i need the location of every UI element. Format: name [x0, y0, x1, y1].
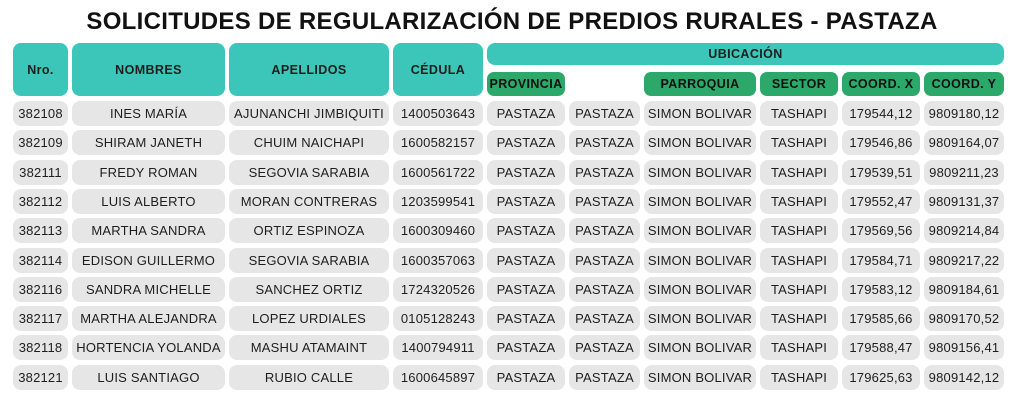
cell-nombres: FREDY ROMAN	[72, 160, 225, 185]
cell-cedula: 1600645897	[393, 365, 483, 390]
cell-apellidos: SANCHEZ ORTIZ	[229, 277, 389, 302]
cell-nombres: LUIS ALBERTO	[72, 189, 225, 214]
cell-canton: PASTAZA	[569, 248, 640, 273]
cell-sector: TASHAPI	[760, 160, 838, 185]
cell-parroquia: SIMON BOLIVAR	[644, 189, 756, 214]
cell-coord-y: 9809142,12	[924, 365, 1004, 390]
cell-sector: TASHAPI	[760, 335, 838, 360]
cell-nro: 382109	[13, 130, 68, 155]
cell-apellidos: CHUIM NAICHAPI	[229, 130, 389, 155]
cell-canton: PASTAZA	[569, 160, 640, 185]
cell-provincia: PASTAZA	[487, 306, 565, 331]
cell-parroquia: SIMON BOLIVAR	[644, 335, 756, 360]
cell-parroquia: SIMON BOLIVAR	[644, 130, 756, 155]
header-apellidos: APELLIDOS	[229, 43, 389, 96]
cell-parroquia: SIMON BOLIVAR	[644, 218, 756, 243]
cell-coord-y: 9809131,37	[924, 189, 1004, 214]
cell-coord-x: 179546,86	[842, 130, 920, 155]
cell-parroquia: SIMON BOLIVAR	[644, 248, 756, 273]
cell-coord-y: 9809156,41	[924, 335, 1004, 360]
cell-apellidos: AJUNANCHI JIMBIQUITI	[229, 101, 389, 126]
cell-nro: 382118	[13, 335, 68, 360]
subheader-provincia: PROVINCIA	[487, 72, 565, 96]
cell-cedula: 1400503643	[393, 101, 483, 126]
cell-sector: TASHAPI	[760, 189, 838, 214]
cell-provincia: PASTAZA	[487, 335, 565, 360]
header-ubicacion: UBICACIÓN	[487, 43, 1004, 65]
cell-nro: 382116	[13, 277, 68, 302]
cell-nombres: SANDRA MICHELLE	[72, 277, 225, 302]
cell-canton: PASTAZA	[569, 218, 640, 243]
cell-apellidos: SEGOVIA SARABIA	[229, 248, 389, 273]
cell-coord-y: 9809180,12	[924, 101, 1004, 126]
cell-nombres: HORTENCIA YOLANDA	[72, 335, 225, 360]
cell-apellidos: MASHU ATAMAINT	[229, 335, 389, 360]
subheader-sector: SECTOR	[760, 72, 838, 96]
cell-nro: 382121	[13, 365, 68, 390]
cell-coord-x: 179585,66	[842, 306, 920, 331]
cell-coord-x: 179539,51	[842, 160, 920, 185]
cell-coord-x: 179544,12	[842, 101, 920, 126]
cell-cedula: 1400794911	[393, 335, 483, 360]
cell-coord-x: 179552,47	[842, 189, 920, 214]
cell-provincia: PASTAZA	[487, 160, 565, 185]
subheader-coord-y: COORD. Y	[924, 72, 1004, 96]
cell-provincia: PASTAZA	[487, 189, 565, 214]
cell-sector: TASHAPI	[760, 277, 838, 302]
cell-canton: PASTAZA	[569, 306, 640, 331]
page-title: SOLICITUDES DE REGULARIZACIÓN DE PREDIOS RURALES - PASTAZA	[86, 8, 938, 35]
cell-nombres: MARTHA ALEJANDRA	[72, 306, 225, 331]
cell-canton: PASTAZA	[569, 277, 640, 302]
header-cedula: CÉDULA	[393, 43, 483, 96]
header-nro: Nro.	[13, 43, 68, 96]
cell-parroquia: SIMON BOLIVAR	[644, 365, 756, 390]
cell-provincia: PASTAZA	[487, 248, 565, 273]
cell-apellidos: SEGOVIA SARABIA	[229, 160, 389, 185]
cell-sector: TASHAPI	[760, 365, 838, 390]
cell-nro: 382113	[13, 218, 68, 243]
cell-nombres: INES MARÍA	[72, 101, 225, 126]
subheader-parroquia: PARROQUIA	[644, 72, 756, 96]
subheader-canton	[569, 72, 640, 96]
cell-canton: PASTAZA	[569, 365, 640, 390]
cell-provincia: PASTAZA	[487, 218, 565, 243]
cell-provincia: PASTAZA	[487, 130, 565, 155]
cell-apellidos: MORAN CONTRERAS	[229, 189, 389, 214]
cell-canton: PASTAZA	[569, 189, 640, 214]
cell-cedula: 1600309460	[393, 218, 483, 243]
cell-nro: 382114	[13, 248, 68, 273]
header-nombres: NOMBRES	[72, 43, 225, 96]
cell-parroquia: SIMON BOLIVAR	[644, 277, 756, 302]
cell-nro: 382117	[13, 306, 68, 331]
cell-coord-y: 9809211,23	[924, 160, 1004, 185]
cell-cedula: 1203599541	[393, 189, 483, 214]
cell-sector: TASHAPI	[760, 130, 838, 155]
cell-nro: 382111	[13, 160, 68, 185]
cell-coord-y: 9809170,52	[924, 306, 1004, 331]
cell-coord-x: 179625,63	[842, 365, 920, 390]
cell-parroquia: SIMON BOLIVAR	[644, 101, 756, 126]
cell-provincia: PASTAZA	[487, 101, 565, 126]
cell-sector: TASHAPI	[760, 101, 838, 126]
cell-canton: PASTAZA	[569, 101, 640, 126]
cell-nombres: EDISON GUILLERMO	[72, 248, 225, 273]
cell-coord-y: 9809184,61	[924, 277, 1004, 302]
cell-apellidos: LOPEZ URDIALES	[229, 306, 389, 331]
cell-apellidos: ORTIZ ESPINOZA	[229, 218, 389, 243]
cell-cedula: 1600582157	[393, 130, 483, 155]
cell-canton: PASTAZA	[569, 130, 640, 155]
cell-nombres: MARTHA SANDRA	[72, 218, 225, 243]
cell-cedula: 1600561722	[393, 160, 483, 185]
cell-provincia: PASTAZA	[487, 277, 565, 302]
cell-cedula: 1600357063	[393, 248, 483, 273]
cell-nombres: SHIRAM JANETH	[72, 130, 225, 155]
cell-sector: TASHAPI	[760, 218, 838, 243]
cell-coord-y: 9809217,22	[924, 248, 1004, 273]
cell-parroquia: SIMON BOLIVAR	[644, 306, 756, 331]
cell-coord-x: 179569,56	[842, 218, 920, 243]
cell-sector: TASHAPI	[760, 248, 838, 273]
cell-coord-x: 179588,47	[842, 335, 920, 360]
cell-coord-y: 9809164,07	[924, 130, 1004, 155]
cell-sector: TASHAPI	[760, 306, 838, 331]
cell-nro: 382108	[13, 101, 68, 126]
cell-cedula: 1724320526	[393, 277, 483, 302]
cell-apellidos: RUBIO CALLE	[229, 365, 389, 390]
cell-parroquia: SIMON BOLIVAR	[644, 160, 756, 185]
cell-coord-x: 179584,71	[842, 248, 920, 273]
cell-nombres: LUIS SANTIAGO	[72, 365, 225, 390]
cell-coord-x: 179583,12	[842, 277, 920, 302]
subheader-coord-x: COORD. X	[842, 72, 920, 96]
cell-provincia: PASTAZA	[487, 365, 565, 390]
cell-canton: PASTAZA	[569, 335, 640, 360]
cell-nro: 382112	[13, 189, 68, 214]
cell-cedula: 0105128243	[393, 306, 483, 331]
cell-coord-y: 9809214,84	[924, 218, 1004, 243]
